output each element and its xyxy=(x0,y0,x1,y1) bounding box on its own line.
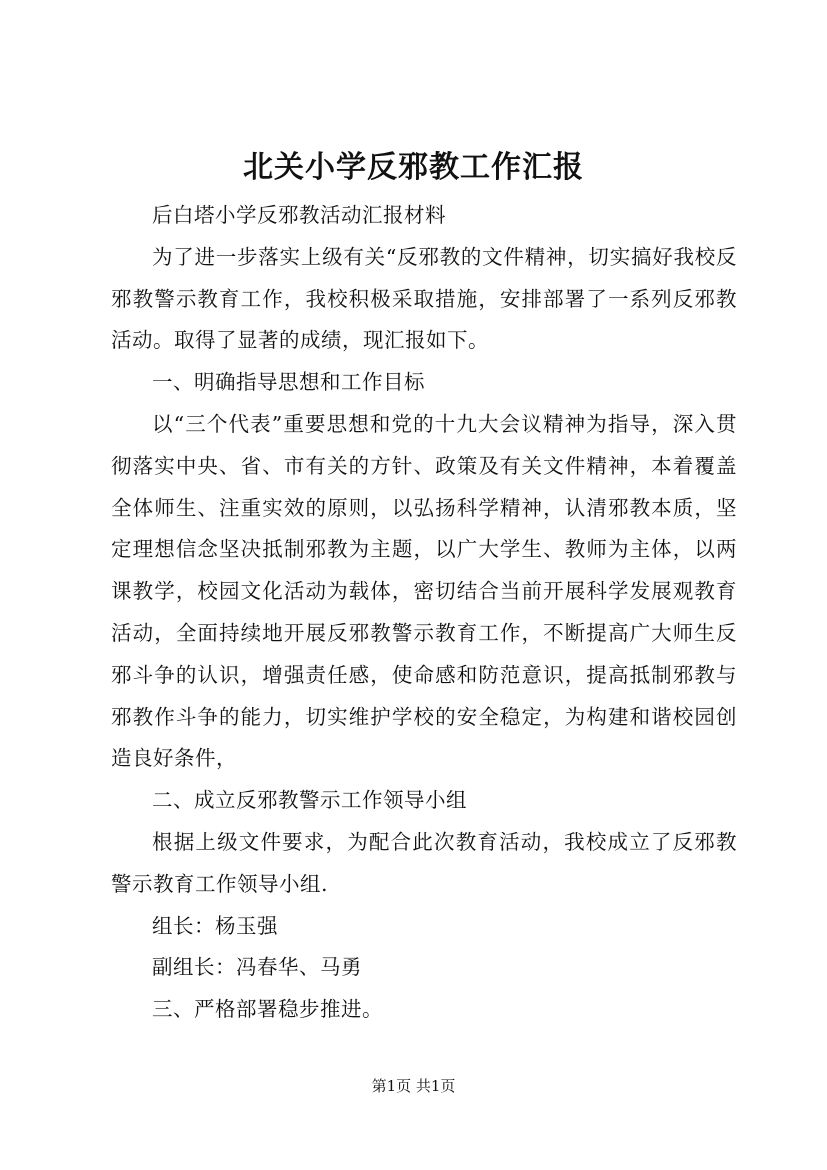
paragraph-group-leader: 组长：杨玉强 xyxy=(152,913,278,938)
section-heading-2: 二、成立反邪教警示工作领导小组 xyxy=(152,788,467,813)
document-body xyxy=(111,195,737,1031)
paragraph-intro: 为了进一步落实上级有关“反邪教的文件精神，切实搞好我校反邪教警示教育工作，我校积极采取措施，安排部署了一系列反邪教活动。取得了显著的成绩，现汇报如下。 xyxy=(111,244,737,353)
section-heading-1: 一、明确指导思想和工作目标 xyxy=(152,370,425,395)
paragraph-guiding-thought: 以“三个代表”重要思想和党的十九大会议精神为指导，深入贯彻落实中央、省、市有关的方针、政策及有关文件精神，本着覆盖全体师生、注重实效的原则，以弘扬科学精神，认清邪教本质，坚定理想信念坚决抵制邪教为主题，以广大学生、教师为主体，以两课教学，校园文化活动为载体，密切结合当前开展科学发展观教育活动，全面持续地开展反邪教警示教育工作，不断提高广大师生反邪斗争的认识，增强责任感，使命感和防范意识，提高抵制邪教与邪教作斗争的能力，切实维护学校的安全稳定，为构建和谐校园创造良好条件， xyxy=(111,411,737,771)
page-footer: 第1页 共1页 xyxy=(371,1077,456,1095)
section-heading-3: 三、严格部署稳步推进。 xyxy=(152,997,383,1022)
paragraph-leadership-group: 根据上级文件要求，为配合此次教育活动，我校成立了反邪教警示教育工作领导小组. xyxy=(111,829,737,896)
document-title: 北关小学反邪教工作汇报 xyxy=(243,150,584,185)
paragraph-deputy-leaders: 副组长：冯春华、马勇 xyxy=(152,955,362,980)
paragraph-subtitle: 后白塔小学反邪教活动汇报材料 xyxy=(152,203,446,227)
